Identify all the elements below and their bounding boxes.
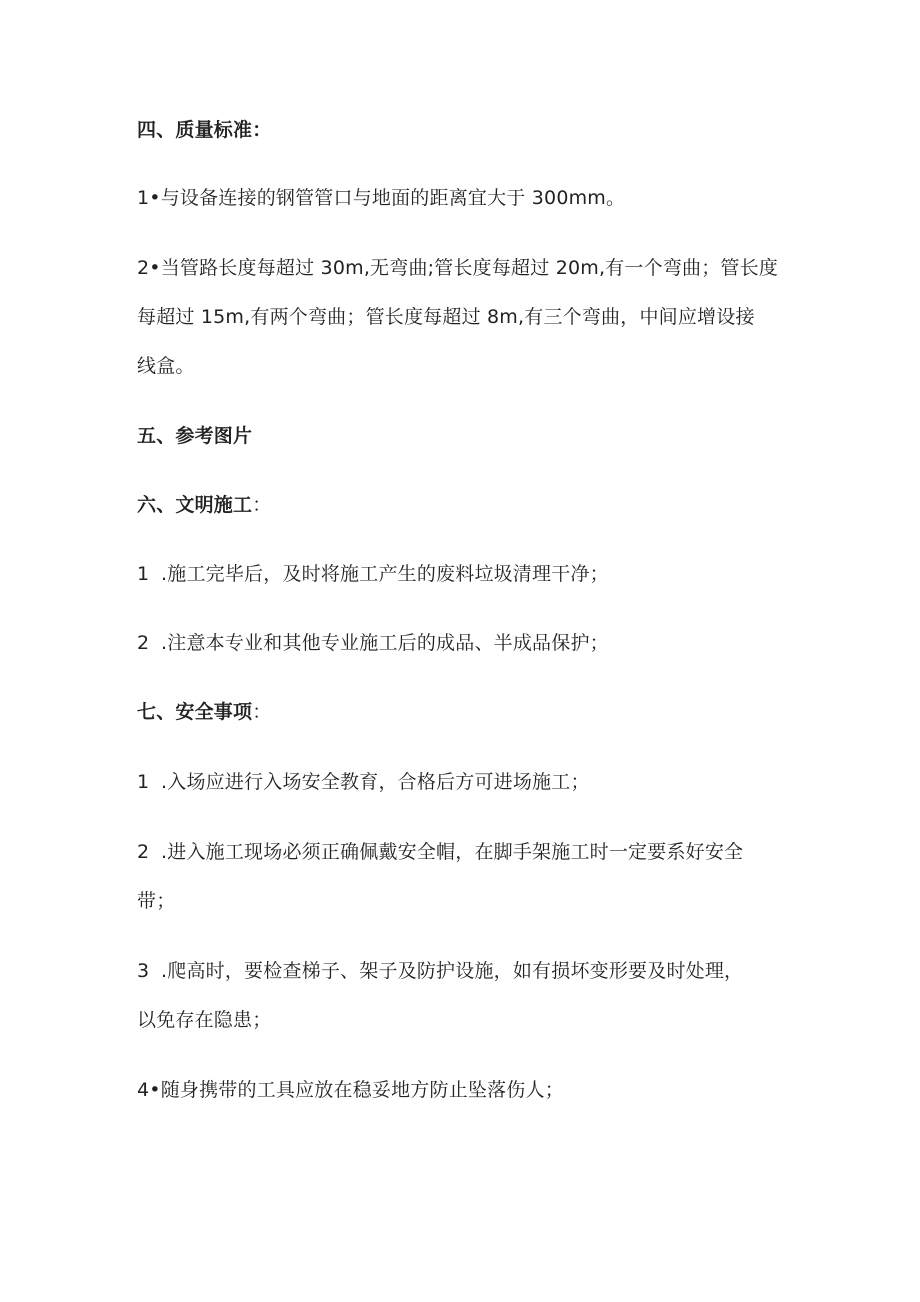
paragraph-civilized-item-1 [137, 562, 609, 586]
heading-colon: ： [252, 494, 272, 516]
paragraph-civilized-item-2 [137, 631, 609, 655]
item-text: .施工完毕后，及时将施工产生的废料垃圾清理干净； [161, 563, 609, 585]
heading-civilized-construction [137, 493, 271, 517]
heading-text: 七、安全事项 [137, 701, 253, 723]
paragraph-safety-item-2-line-1 [137, 840, 743, 864]
heading-reference-images: 五、参考图片 [137, 425, 253, 447]
paragraph-safety-item-3-line-2: 以免存在隐患； [137, 1009, 272, 1031]
heading-text: 四、质量标准 [137, 119, 253, 141]
paragraph-quality-item-2-line-3: 线盒。 [137, 355, 195, 377]
paragraph-safety-item-4: 4•随身携带的工具应放在稳妥地方防止坠落伤人； [137, 1079, 564, 1101]
paragraph-safety-item-3-line-1 [137, 959, 743, 983]
item-number: 2 [137, 841, 150, 863]
paragraph-safety-item-2-line-2: 带； [137, 890, 176, 912]
paragraph-quality-item-1: 1•与设备连接的钢管管口与地面的距离宜大于 300mm。 [137, 187, 626, 209]
paragraph-quality-item-2-line-2: 每超过 15m,有两个弯曲；管长度每超过 8m,有三个弯曲，中间应增设接 [137, 306, 755, 328]
heading-colon: ： [252, 701, 272, 723]
heading-quality-standard [137, 118, 271, 142]
item-number: 1 [137, 771, 150, 793]
item-text: .进入施工现场必须正确佩戴安全帽，在脚手架施工时一定要系好安全 [161, 841, 744, 863]
item-number: 3 [137, 960, 150, 982]
item-text: .入场应进行入场安全教育，合格后方可进场施工； [161, 771, 590, 793]
item-text: .注意本专业和其他专业施工后的成品、半成品保护； [161, 632, 609, 654]
paragraph-quality-item-2-line-1: 2•当管路长度每超过 30m,无弯曲;管长度每超过 20m,有一个弯曲；管长度 [137, 257, 779, 279]
heading-colon: ： [252, 119, 272, 141]
heading-text: 六、文明施工 [137, 494, 253, 516]
item-text: .爬高时，要检查梯子、架子及防护设施，如有损坏变形要及时处理， [161, 960, 744, 982]
item-number: 1 [137, 563, 150, 585]
heading-safety-matters [137, 700, 271, 724]
paragraph-safety-item-1 [137, 770, 590, 794]
item-number: 2 [137, 632, 150, 654]
